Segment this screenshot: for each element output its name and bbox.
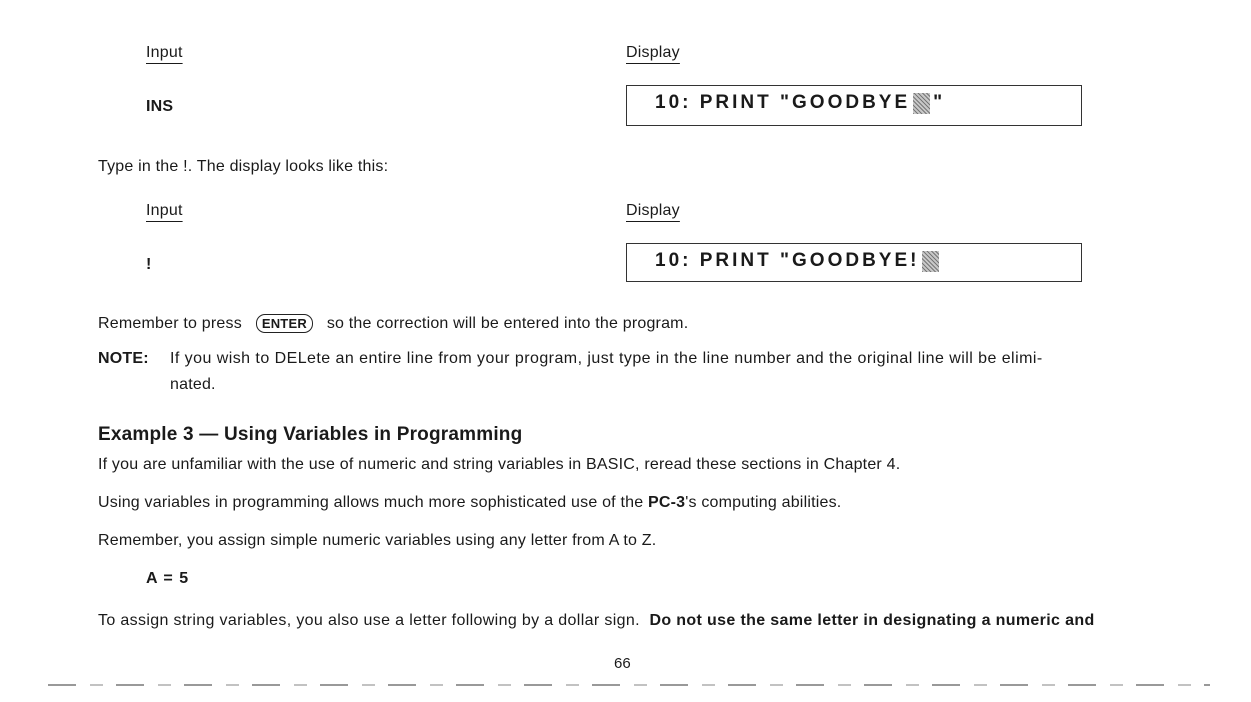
remember-enter-line — [98, 314, 688, 333]
note-label: NOTE: — [98, 350, 149, 367]
lcd-line-suffix: " — [933, 92, 946, 113]
bottom-edge-rule — [48, 684, 1210, 686]
paragraph-4-bold: Do not use the same letter in designating a numeric and — [649, 612, 1095, 629]
page-number: 66 — [614, 655, 631, 672]
paragraph-4 — [98, 612, 1095, 630]
cursor-block-icon — [922, 251, 939, 272]
input-column-header: Input — [146, 44, 183, 61]
lcd-display-1 — [626, 85, 1082, 126]
paragraph-4-normal: To assign string variables, you also use a letter following by a dollar sign. — [98, 612, 640, 629]
note-line-2: nated. — [170, 376, 216, 393]
lcd-text-2 — [655, 250, 942, 272]
lcd-line-text: 10: PRINT "GOODBYE — [655, 92, 911, 113]
enter-key-icon: ENTER — [256, 314, 313, 333]
input-key-exclamation: ! — [146, 256, 152, 273]
lcd-line-text: 10: PRINT "GOODBYE! — [655, 250, 920, 271]
example-assignment: A = 5 — [146, 570, 190, 587]
paragraph-1: If you are unfamiliar with the use of numeric and string variables in BASIC, reread these sections in Chapter 4. — [98, 456, 901, 473]
input-column-header: Input — [146, 202, 183, 219]
paragraph-2-after: 's computing abilities. — [685, 494, 842, 511]
cursor-block-icon — [913, 93, 930, 114]
display-column-header: Display — [626, 202, 680, 219]
display-column-header: Display — [626, 44, 680, 61]
input-key-ins: INS — [146, 98, 174, 115]
instruction-text: Type in the !. The display looks like this: — [98, 158, 389, 175]
remember-text-after: so the correction will be entered into the program. — [326, 315, 689, 332]
paragraph-2-before: Using variables in programming allows much more sophisticated use of the — [98, 494, 644, 511]
paragraph-2 — [98, 494, 841, 512]
lcd-text-1 — [655, 92, 945, 114]
paragraph-3: Remember, you assign simple numeric variables using any letter from A to Z. — [98, 532, 657, 549]
lcd-display-2 — [626, 243, 1082, 282]
note-line-1: If you wish to DELete an entire line from your program, just type in the line number and the original line will be elimi- — [170, 350, 1043, 367]
remember-text-before: Remember to press — [98, 315, 242, 332]
section-heading: Example 3 — Using Variables in Programming — [98, 424, 523, 445]
product-name: PC-3 — [647, 494, 686, 511]
